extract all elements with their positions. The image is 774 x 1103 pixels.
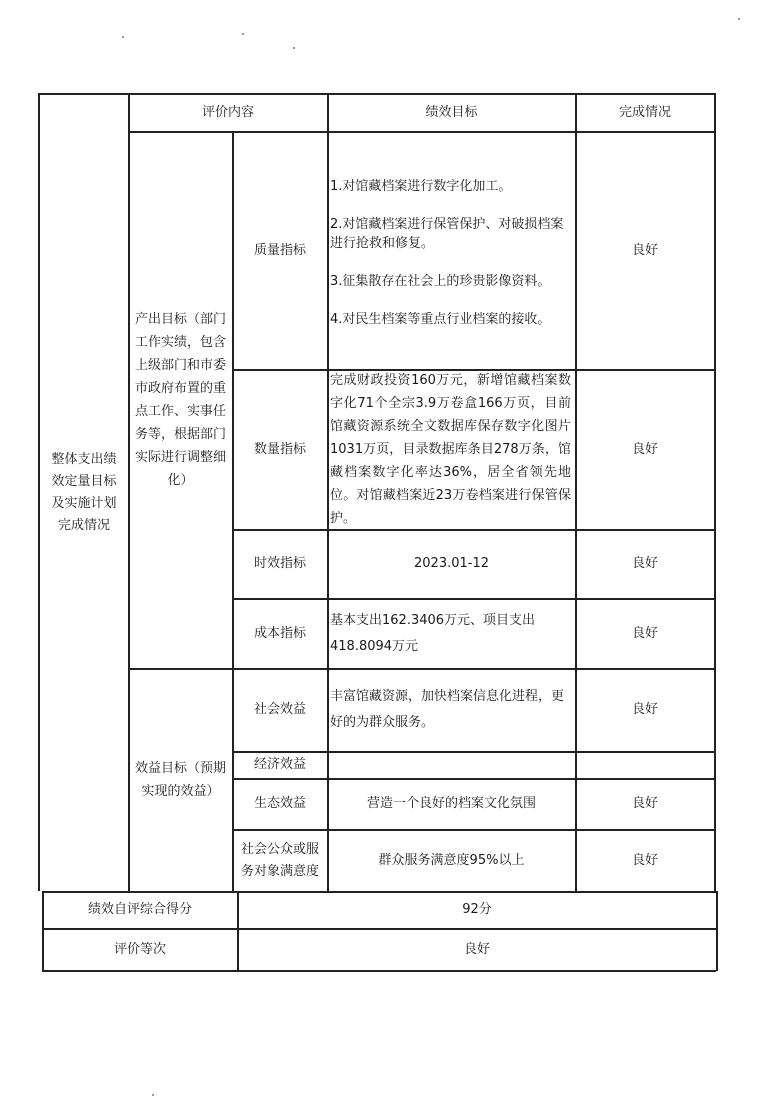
- quantity-indicator-status: 良好: [631, 441, 658, 457]
- scan-speck: [242, 33, 244, 35]
- quality-indicator-name: 质量指标: [253, 242, 306, 258]
- self-score-label: 绩效自评综合得分: [87, 902, 192, 917]
- quantity-indicator-name: 数量指标: [253, 441, 306, 457]
- self-score-value: 92分: [462, 902, 492, 917]
- cost-indicator-status: 良好: [631, 625, 658, 641]
- rating-value: 良好: [463, 941, 490, 957]
- satisfaction-indicator-status: 良好: [631, 852, 658, 868]
- timeliness-indicator-target: 2023.01-12: [414, 556, 489, 571]
- rating-label: 评价等次: [113, 941, 166, 957]
- header-completion-status: 完成情况: [618, 104, 671, 120]
- social-benefit-target: [328, 669, 575, 751]
- header-evaluation-content: 评价内容: [201, 104, 254, 120]
- quality-target-item: 1.对馆藏档案进行数字化加工。: [330, 178, 512, 194]
- economic-benefit-target: [328, 752, 575, 778]
- timeliness-indicator-status: 良好: [631, 556, 658, 571]
- quality-indicator-target: [328, 132, 575, 369]
- table-right-border: [714, 93, 716, 891]
- cost-target-text: 基本支出162.3406万元、项目支出418.8094万元: [330, 612, 536, 654]
- satisfaction-indicator-name: 社会公众或服务对象满意度: [240, 841, 319, 879]
- cost-indicator-target: [328, 599, 575, 668]
- table-right-border-lower: [716, 891, 718, 971]
- quality-target-item: 2.对馆藏档案进行保管保护、对破损档案进行抢救和修复。: [330, 216, 564, 251]
- ecological-benefit-name: 生态效益: [253, 796, 306, 811]
- quality-indicator-status: 良好: [631, 242, 658, 258]
- section-title: 整体支出绩效定量目标及实施计划完成情况: [51, 451, 117, 533]
- header-performance-target: 绩效目标: [425, 104, 478, 120]
- economic-benefit-name: 经济效益: [253, 757, 306, 772]
- social-target-text: 丰富馆藏资源，加快档案信息化进程，更好的为群众服务。: [330, 689, 565, 730]
- cost-indicator-name: 成本指标: [253, 625, 306, 641]
- satisfaction-indicator-target: 群众服务满意度95%以上: [378, 852, 525, 868]
- scan-speck: [152, 1094, 154, 1096]
- benefit-goal-label: 效益目标（预期实现的效益）: [135, 761, 227, 799]
- economic-benefit-status: [576, 752, 714, 778]
- scan-speck: [293, 47, 295, 49]
- output-goal-label: 产出目标（部门工作实绩，包含上级部门和市委市政府布置的重点工作、实事任务等，根据部门实际进行调整细化）: [134, 312, 226, 488]
- social-benefit-status: 良好: [631, 702, 658, 717]
- ecological-benefit-target: 营造一个良好的档案文化氛围: [366, 796, 536, 811]
- quality-target-item: 3.征集散存在社会上的珍贵影像资料。: [330, 273, 551, 289]
- quantity-target-text: 完成财政投资160万元，新增馆藏档案数字化71个全宗3.9万卷盒166万页，目前馆藏资源系统全文数据库保存数字化图片1031万页，目录数据库条目278万条，馆藏档案数字化率达36%，居全省领先地位。对馆藏档案近23万卷档案进行保管保护。: [330, 373, 571, 526]
- social-benefit-name: 社会效益: [253, 702, 306, 717]
- scan-speck: [122, 36, 124, 38]
- quality-target-item: 4.对民生档案等重点行业档案的接收。: [330, 311, 551, 327]
- quantity-indicator-target: [328, 370, 575, 529]
- timeliness-indicator-name: 时效指标: [253, 556, 306, 571]
- scan-speck: [738, 18, 740, 20]
- ecological-benefit-status: 良好: [631, 796, 658, 811]
- table-bottom-border: [42, 970, 716, 972]
